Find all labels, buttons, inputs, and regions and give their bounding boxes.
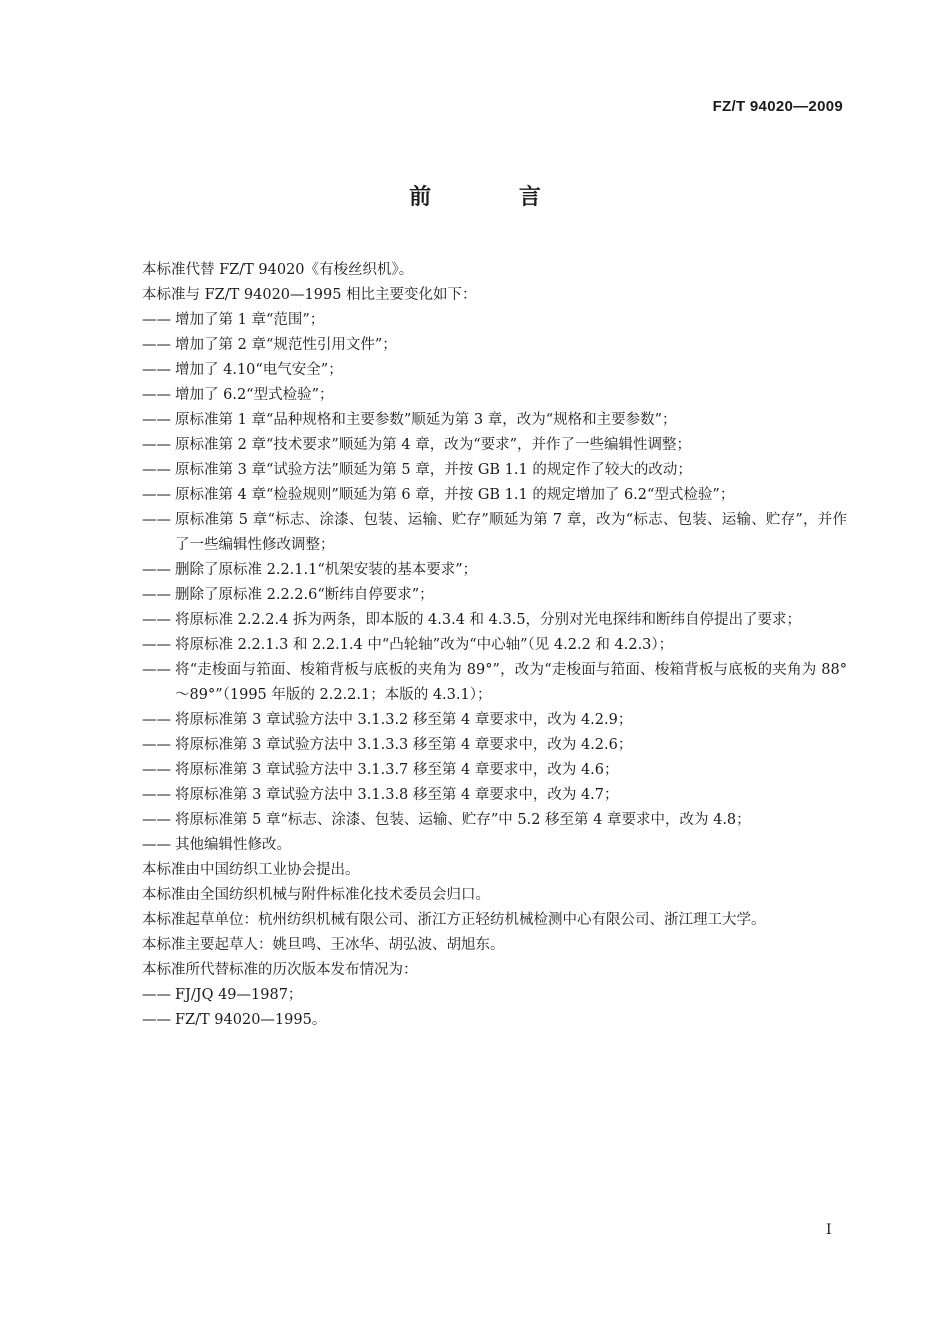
change-item-text: 将原标准第 5 章“标志、涂漆、包装、运输、贮存”中 5.2 移至第 4 章要求中，改为 4.8；: [175, 812, 751, 828]
info-paragraph: 本标准由全国纺织机械与附件标准化技术委员会归口。: [142, 887, 490, 903]
history-item-text: FZ/T 94020—1995。: [175, 1012, 327, 1028]
change-item-text: 原标准第 3 章“试验方法”顺延为第 5 章，并按 GB 1.1 的规定作了较大的改动；: [175, 462, 692, 478]
dash-marker: ——: [142, 737, 171, 753]
dash-marker: ——: [142, 587, 171, 603]
dash-marker: ——: [142, 512, 171, 528]
info-paragraph: 本标准主要起草人：姚旦鸣、王冰华、胡弘波、胡旭东。: [142, 937, 505, 953]
change-item-text: 删除了原标准 2.2.2.6“断纬自停要求”；: [175, 587, 434, 603]
change-item: [142, 833, 847, 858]
change-item-text: 增加了 4.10“电气安全”；: [175, 362, 343, 378]
change-item: [142, 658, 847, 708]
dash-marker: ——: [142, 787, 171, 803]
change-item-text: 删除了原标准 2.2.1.1“机架安装的基本要求”；: [175, 562, 478, 578]
dash-marker: ——: [142, 812, 171, 828]
foreword-body: [142, 258, 847, 1033]
change-item: [142, 383, 847, 408]
dash-marker: ——: [142, 437, 171, 453]
change-item-text: 将原标准第 3 章试验方法中 3.1.3.7 移至第 4 章要求中，改为 4.6；: [175, 762, 619, 778]
dash-marker: ——: [142, 1012, 171, 1028]
dash-marker: ——: [142, 562, 171, 578]
change-item: [142, 308, 847, 333]
change-item: [142, 408, 847, 433]
change-item-text: 将原标准 2.2.2.4 拆为两条，即本版的 4.3.4 和 4.3.5，分别对光电探纬和断纬自停提出了要求；: [175, 612, 802, 628]
info-paragraph: 本标准起草单位：杭州纺织机械有限公司、浙江方正轻纺机械检测中心有限公司、浙江理工大学。: [142, 912, 766, 928]
change-item: [142, 458, 847, 483]
change-item-text: 将原标准第 3 章试验方法中 3.1.3.2 移至第 4 章要求中，改为 4.2.9；: [175, 712, 633, 728]
change-item-text: 将原标准第 3 章试验方法中 3.1.3.3 移至第 4 章要求中，改为 4.2.6；: [175, 737, 633, 753]
change-item-text: 原标准第 2 章“技术要求”顺延为第 4 章，改为“要求”，并作了一些编辑性调整；: [175, 437, 692, 453]
dash-marker: ——: [142, 462, 171, 478]
dash-marker: ——: [142, 662, 171, 678]
change-item-text: 增加了 6.2“型式检验”；: [175, 387, 334, 403]
change-item-text: 其他编辑性修改。: [175, 837, 291, 853]
info-paragraph: 本标准所代替标准的历次版本发布情况为：: [142, 962, 418, 978]
change-item: [142, 733, 847, 758]
history-item: [142, 983, 847, 1008]
dash-marker: ——: [142, 312, 171, 328]
intro-paragraph: 本标准代替 FZ/T 94020《有梭丝织机》。: [142, 262, 414, 278]
change-item: [142, 708, 847, 733]
dash-marker: ——: [142, 762, 171, 778]
change-item: [142, 608, 847, 633]
intro-paragraph: 本标准与 FZ/T 94020—1995 相比主要变化如下：: [142, 287, 477, 303]
change-item: [142, 583, 847, 608]
dash-marker: ——: [142, 487, 171, 503]
dash-marker: ——: [142, 637, 171, 653]
change-item: [142, 558, 847, 583]
change-item-text: 增加了第 1 章“范围”；: [175, 312, 325, 328]
change-item: [142, 783, 847, 808]
history-item: [142, 1008, 847, 1033]
change-item: [142, 333, 847, 358]
change-item-text: 将“走梭面与筘面、梭箱背板与底板的夹角为 89°”，改为“走梭面与筘面、梭箱背板与底板的夹角为 88°～89°”（1995 年版的 2.2.2.1；本版的 4.3.1）；: [175, 662, 847, 703]
change-item: [142, 808, 847, 833]
change-item-text: 增加了第 2 章“规范性引用文件”；: [175, 337, 397, 353]
change-item: [142, 358, 847, 383]
dash-marker: ——: [142, 337, 171, 353]
change-item-text: 原标准第 4 章“检验规则”顺延为第 6 章，并按 GB 1.1 的规定增加了 6.2“型式检验”；: [175, 487, 735, 503]
change-item: [142, 433, 847, 458]
page-title: 前 言: [409, 185, 581, 210]
dash-marker: ——: [142, 712, 171, 728]
change-item: [142, 508, 847, 558]
change-item: [142, 633, 847, 658]
change-item-text: 原标准第 5 章“标志、涂漆、包装、运输、贮存”顺延为第 7 章，改为“标志、包装、运输、贮存”，并作了一些编辑性修改调整；: [175, 512, 847, 553]
change-item-text: 原标准第 1 章“品种规格和主要参数”顺延为第 3 章，改为“规格和主要参数”；: [175, 412, 677, 428]
page-number: I: [826, 1222, 832, 1238]
dash-marker: ——: [142, 612, 171, 628]
change-item-text: 将原标准 2.2.1.3 和 2.2.1.4 中“凸轮轴”改为“中心轴”（见 4.2.2 和 4.2.3）；: [175, 637, 674, 653]
change-item: [142, 758, 847, 783]
dash-marker: ——: [142, 412, 171, 428]
dash-marker: ——: [142, 987, 171, 1003]
dash-marker: ——: [142, 837, 171, 853]
standard-code: FZ/T 94020—2009: [712, 98, 843, 115]
dash-marker: ——: [142, 387, 171, 403]
history-item-text: FJ/JQ 49—1987；: [175, 987, 303, 1003]
dash-marker: ——: [142, 362, 171, 378]
change-item-text: 将原标准第 3 章试验方法中 3.1.3.8 移至第 4 章要求中，改为 4.7；: [175, 787, 619, 803]
info-paragraph: 本标准由中国纺织工业协会提出。: [142, 862, 360, 878]
change-item: [142, 483, 847, 508]
